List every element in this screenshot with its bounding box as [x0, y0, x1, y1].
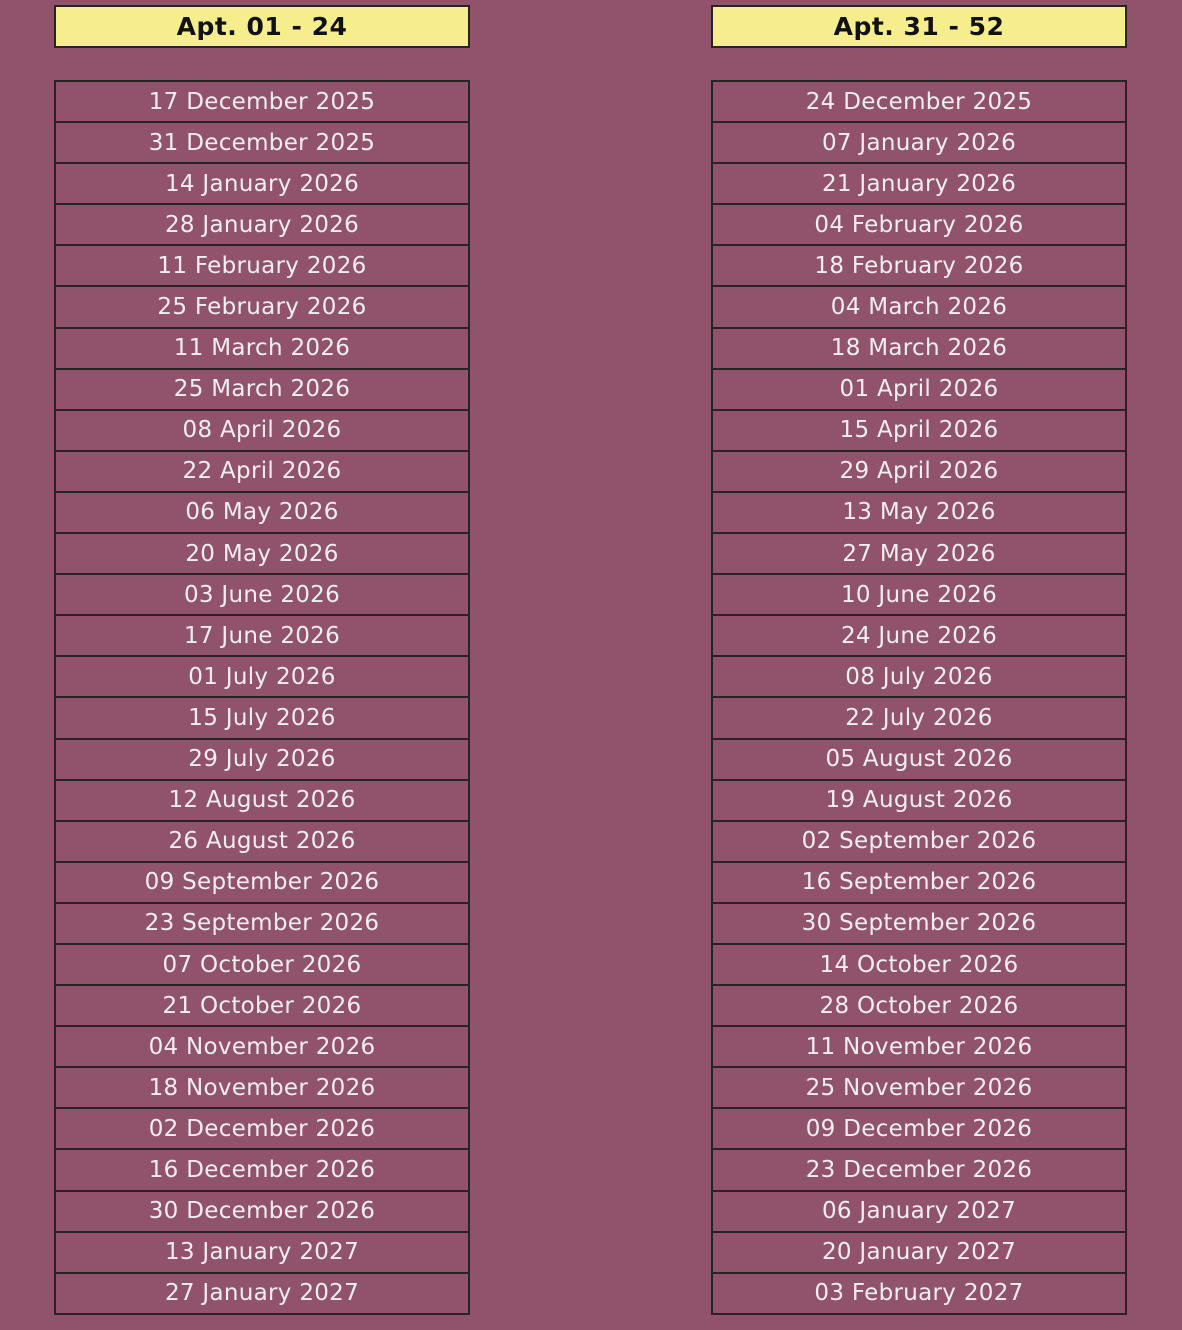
date-cell: 21 October 2026 [54, 986, 470, 1027]
date-cell: 15 April 2026 [711, 411, 1127, 452]
date-cell: 18 March 2026 [711, 329, 1127, 370]
date-cell: 03 February 2027 [711, 1274, 1127, 1315]
date-cell: 03 June 2026 [54, 575, 470, 616]
date-cell: 14 January 2026 [54, 164, 470, 205]
date-cell: 24 December 2025 [711, 82, 1127, 123]
date-cell: 01 April 2026 [711, 370, 1127, 411]
date-cell: 20 May 2026 [54, 534, 470, 575]
date-cell: 31 December 2025 [54, 123, 470, 164]
date-cell: 26 August 2026 [54, 822, 470, 863]
date-cell: 04 February 2026 [711, 205, 1127, 246]
date-cell: 16 December 2026 [54, 1150, 470, 1191]
date-cell: 11 November 2026 [711, 1027, 1127, 1068]
date-cell: 19 August 2026 [711, 781, 1127, 822]
date-cell: 29 July 2026 [54, 740, 470, 781]
column-header: Apt. 31 - 52 [711, 5, 1127, 48]
date-cell: 17 June 2026 [54, 616, 470, 657]
schedule-column-apt-31-52 [711, 5, 1127, 1315]
date-cell: 25 February 2026 [54, 287, 470, 328]
date-list [54, 80, 470, 1315]
date-cell: 06 May 2026 [54, 493, 470, 534]
date-cell: 14 October 2026 [711, 945, 1127, 986]
date-cell: 05 August 2026 [711, 740, 1127, 781]
date-cell: 27 January 2027 [54, 1274, 470, 1315]
date-cell: 08 April 2026 [54, 411, 470, 452]
date-cell: 04 March 2026 [711, 287, 1127, 328]
date-cell: 02 September 2026 [711, 822, 1127, 863]
date-cell: 04 November 2026 [54, 1027, 470, 1068]
date-cell: 23 December 2026 [711, 1150, 1127, 1191]
date-cell: 09 September 2026 [54, 863, 470, 904]
date-cell: 12 August 2026 [54, 781, 470, 822]
date-cell: 25 March 2026 [54, 370, 470, 411]
date-cell: 10 June 2026 [711, 575, 1127, 616]
date-cell: 23 September 2026 [54, 904, 470, 945]
date-cell: 21 January 2026 [711, 164, 1127, 205]
date-cell: 29 April 2026 [711, 452, 1127, 493]
date-cell: 07 October 2026 [54, 945, 470, 986]
date-cell: 01 July 2026 [54, 657, 470, 698]
date-cell: 25 November 2026 [711, 1068, 1127, 1109]
date-cell: 13 May 2026 [711, 493, 1127, 534]
date-cell: 08 July 2026 [711, 657, 1127, 698]
date-cell: 28 October 2026 [711, 986, 1127, 1027]
date-cell: 28 January 2026 [54, 205, 470, 246]
date-cell: 30 December 2026 [54, 1192, 470, 1233]
date-cell: 13 January 2027 [54, 1233, 470, 1274]
column-header: Apt. 01 - 24 [54, 5, 470, 48]
date-cell: 09 December 2026 [711, 1109, 1127, 1150]
date-cell: 06 January 2027 [711, 1192, 1127, 1233]
date-cell: 22 April 2026 [54, 452, 470, 493]
date-cell: 11 March 2026 [54, 329, 470, 370]
schedule-column-apt-01-24 [54, 5, 470, 1315]
date-cell: 18 February 2026 [711, 246, 1127, 287]
date-cell: 02 December 2026 [54, 1109, 470, 1150]
date-cell: 30 September 2026 [711, 904, 1127, 945]
date-cell: 16 September 2026 [711, 863, 1127, 904]
date-cell: 07 January 2026 [711, 123, 1127, 164]
date-cell: 27 May 2026 [711, 534, 1127, 575]
date-list [711, 80, 1127, 1315]
date-cell: 17 December 2025 [54, 82, 470, 123]
date-cell: 22 July 2026 [711, 698, 1127, 739]
date-cell: 11 February 2026 [54, 246, 470, 287]
date-cell: 18 November 2026 [54, 1068, 470, 1109]
date-cell: 20 January 2027 [711, 1233, 1127, 1274]
date-cell: 24 June 2026 [711, 616, 1127, 657]
date-cell: 15 July 2026 [54, 698, 470, 739]
